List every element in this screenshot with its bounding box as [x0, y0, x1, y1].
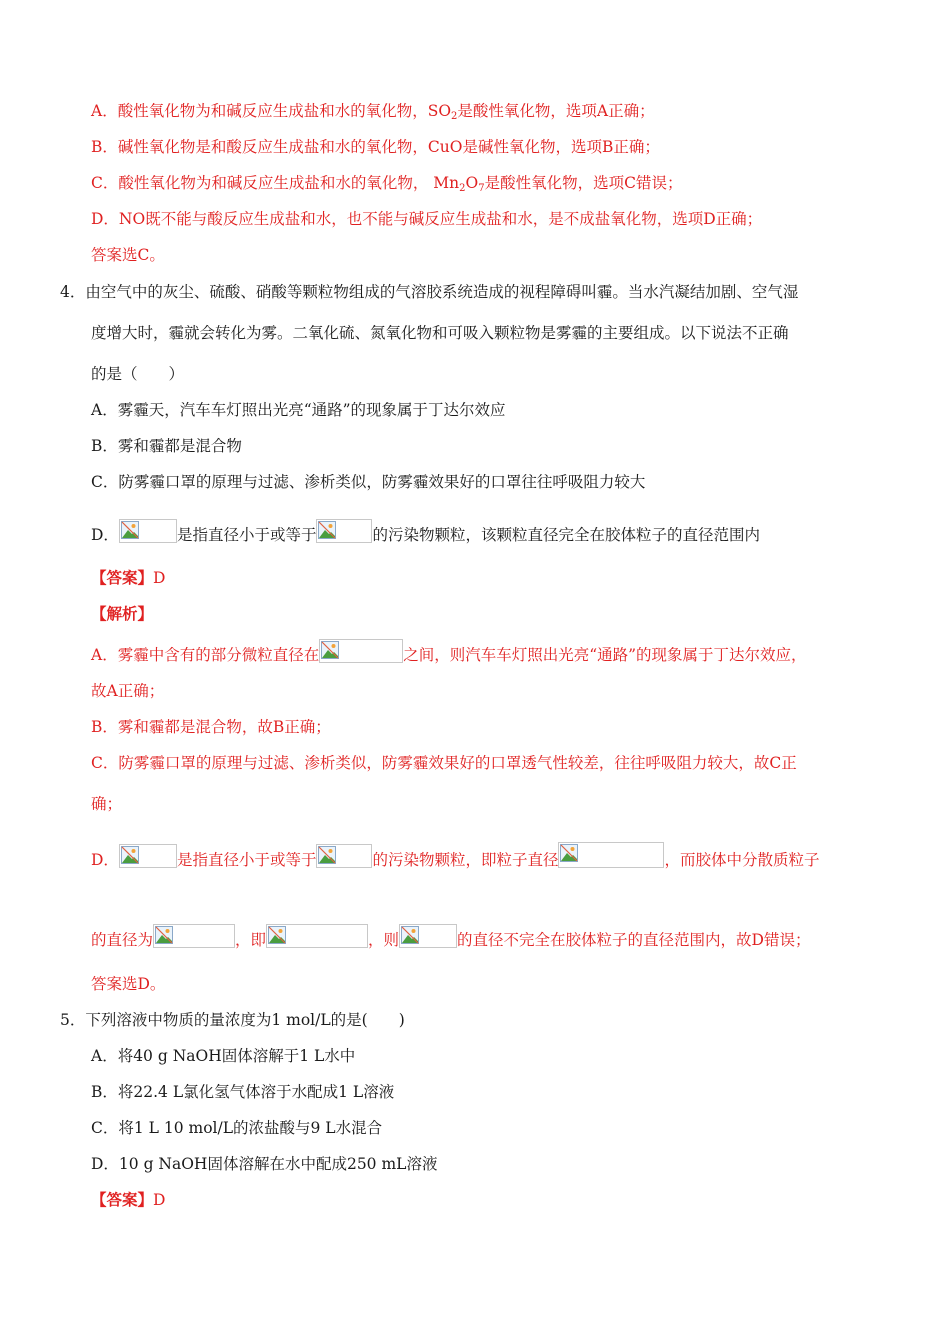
broken-image-icon [119, 519, 177, 543]
q5-option-d: D．10 g NaOH固体溶解在水中配成250 mL溶液 [91, 1155, 438, 1173]
q4-analysis-d2: 的直径为 ，即 ，则 的直径不完全在胶体粒子的直径范围内，故D错误； [91, 924, 810, 951]
q4-analysis-label: 【解析】 [91, 604, 154, 623]
broken-image-icon [316, 519, 372, 543]
q5-option-b: B．将22.4 L氯化氢气体溶于水配成1 L溶液 [91, 1083, 395, 1101]
q3-analysis-d: D．NO既不能与酸反应生成盐和水，也不能与碱反应生成盐和水，是不成盐氧化物，选项D正确； [91, 210, 763, 228]
q4-analysis-b: B．雾和霾都是混合物，故B正确； [91, 718, 331, 736]
q4-analysis-a1: A．雾霾中含有的部分微粒直径在 之间，则汽车车灯照出光亮“通路”的现象属于丁达尔效应， [91, 639, 807, 666]
broken-image-icon [153, 924, 235, 948]
q5-option-a: A．将40 g NaOH固体溶解于1 L水中 [91, 1047, 356, 1065]
q3-analysis-a: A．酸性氧化物为和碱反应生成盐和水的氧化物，$SO_2$是酸性氧化物，选项A正确； [91, 102, 655, 122]
q4-stem-line1: 4．由空气中的灰尘、硫酸、硝酸等颗粒物组成的气溶胶系统造成的视程障碍叫霾。当水汽凝结加剧、空气湿 [60, 283, 799, 301]
q5-answer: 【答案】D [91, 1190, 166, 1209]
q4-analysis-c1: C．防雾霾口罩的原理与过滤、渗析类似，防雾霾效果好的口罩透气性较差，往往呼吸阻力较大，故C正 [91, 754, 797, 772]
q3-answer: 答案选C。 [91, 246, 165, 264]
q4-stem-line2: 度增大时，霾就会转化为雾。二氧化硫、氮氧化物和可吸入颗粒物是雾霾的主要组成。以下说法不正确 [91, 324, 789, 342]
q4-option-a: A．雾霾天，汽车车灯照出光亮“通路”的现象属于丁达尔效应 [91, 401, 506, 419]
q4-stem-line3: 的是（ ） [91, 365, 185, 383]
q3-analysis-c: C．酸性氧化物为和碱反应生成盐和水的氧化物， $Mn_2O_7$是酸性氧化物，选项C错误； [91, 174, 683, 194]
broken-image-icon [399, 924, 457, 948]
q4-analysis-d1: D． 是指直径小于或等于 的污染物颗粒，即粒子直径 ，而胶体中分散质粒子 [91, 842, 819, 871]
broken-image-icon [319, 639, 403, 663]
q4-option-d: D． 是指直径小于或等于 的污染物颗粒，该颗粒直径完全在胶体粒子的直径范围内 [91, 519, 760, 546]
q4-answer: 【答案】D [91, 568, 166, 587]
q4-analysis-answer: 答案选D。 [91, 975, 166, 993]
broken-image-icon [316, 844, 372, 868]
broken-image-icon [558, 842, 664, 868]
q4-analysis-c2: 确； [91, 795, 123, 813]
q5-stem: 5．下列溶液中物质的量浓度为1 mol/L的是( ) [60, 1011, 405, 1029]
q4-analysis-a2: 故A正确； [91, 682, 165, 700]
broken-image-icon [266, 924, 368, 948]
q5-option-c: C．将1 L 10 mol/L的浓盐酸与9 L水混合 [91, 1119, 383, 1137]
q4-option-b: B．雾和霾都是混合物 [91, 437, 242, 455]
q4-option-c: C．防雾霾口罩的原理与过滤、渗析类似，防雾霾效果好的口罩往往呼吸阻力较大 [91, 473, 646, 491]
q3-analysis-b: B．碱性氧化物是和酸反应生成盐和水的氧化物，CuO是碱性氧化物，选项B正确； [91, 138, 660, 156]
broken-image-icon [119, 844, 177, 868]
